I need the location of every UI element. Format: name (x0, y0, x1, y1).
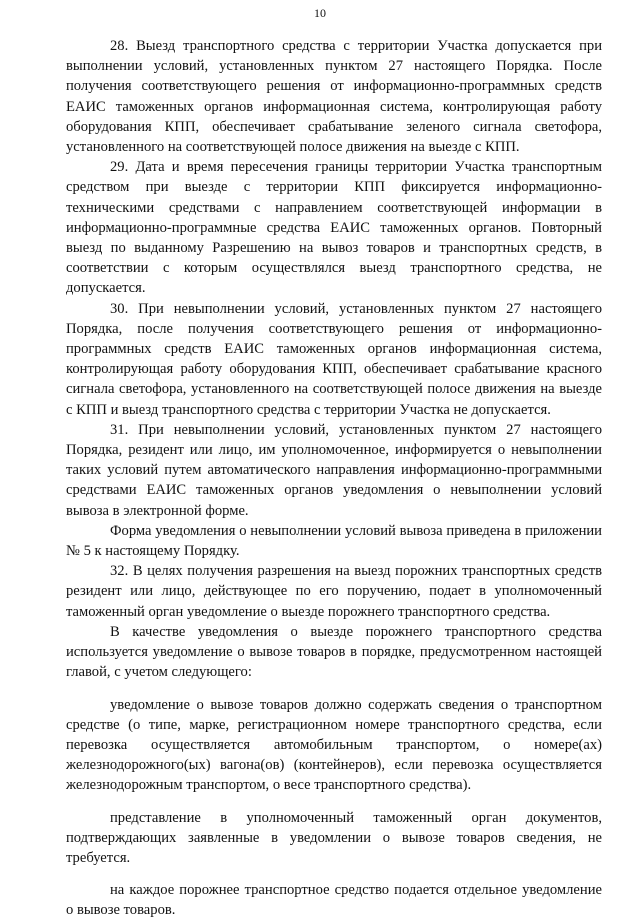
paragraph-32: 32. В целях получения разрешения на выезд порожних транспортных средств резидент или лицо, действующее по его поручению, подает в уполномоченный таможенный орган уведомление о выезде порожнего транспортного средства. (66, 563, 602, 620)
document-body (66, 36, 602, 921)
paragraph-28: 28. Выезд транспортного средства с территории Участка допускается при выполнении условий, установленных пунктом 27 настоящего Порядка. После получения соответствующего решения от информационно-программных средств ЕАИС таможенных органов информационная система, контролирующая работу оборудования КПП, обеспечивает срабатывание зеленого сигнала светофора, установленного на соответствующей полосе движения на выезде с КПП. (66, 38, 602, 156)
paragraph-30: 30. При невыполнении условий, установленных пунктом 27 настоящего Порядка, после получения соответствующего решения от информационно-программных средств ЕАИС таможенных органов информационная система, контролирующая работу оборудования КПП, обеспечивает срабатывание красного сигнала светофора, установленного на соответствующей полосе движения на выезде с КПП и выезд транспортного средства с территории Участка не допускается. (66, 300, 602, 418)
paragraph-separate-notice: на каждое порожнее транспортное средство подается отдельное уведомление о вывозе товаров. (66, 882, 602, 919)
paragraph-empty-vehicle-notice: В качестве уведомления о выезде порожнего транспортного средства используется уведомление о вывозе товаров в порядке, предусмотренном настоящей главой, с учетом следующего: (66, 623, 602, 681)
paragraph-29: 29. Дата и время пересечения границы территории Участка транспортным средством при выезде с территории КПП фиксируется информационно-техническими средствами с направлением соответствующей информации в информационно-программные средства ЕАИС таможенных органов. Повторный выезд по выданному Разрешению на вывоз товаров и транспортных средств, в соответствии с которым осуществлялся выезд транспортного средства, не допускается. (66, 159, 602, 297)
paragraph-notification-form: Форма уведомления о невыполнении условий вывоза приведена в приложении № 5 к настоящему Порядку. (66, 522, 602, 560)
paragraph-documents-not-required: представление в уполномоченный таможенный орган документов, подтверждающих заявленные в уведомлении о вывозе товаров сведения, не требуется. (66, 809, 602, 866)
paragraph-notice-content: уведомление о вывозе товаров должно содержать сведения о транспортном средстве (о типе, марке, регистрационном номере транспортного средства, если перевозка осуществляется автомобильным транспортом, о номере(ах) железнодорожного(ых) вагона(ов) (контейнеров), если перевозка осуществляется железнодорожным транспортом, о весе транспортного средства). (66, 696, 602, 794)
paragraph-31: 31. При невыполнении условий, установленных пунктом 27 настоящего Порядка, резидент или лицо, им уполномоченное, информируется о невыполнении таких условий путем автоматического направления информационно-программными средствами ЕАИС таможенных органов уведомления о невыполнении условий вывоза в электронной форме. (66, 421, 602, 519)
page-number: 10 (314, 6, 326, 20)
